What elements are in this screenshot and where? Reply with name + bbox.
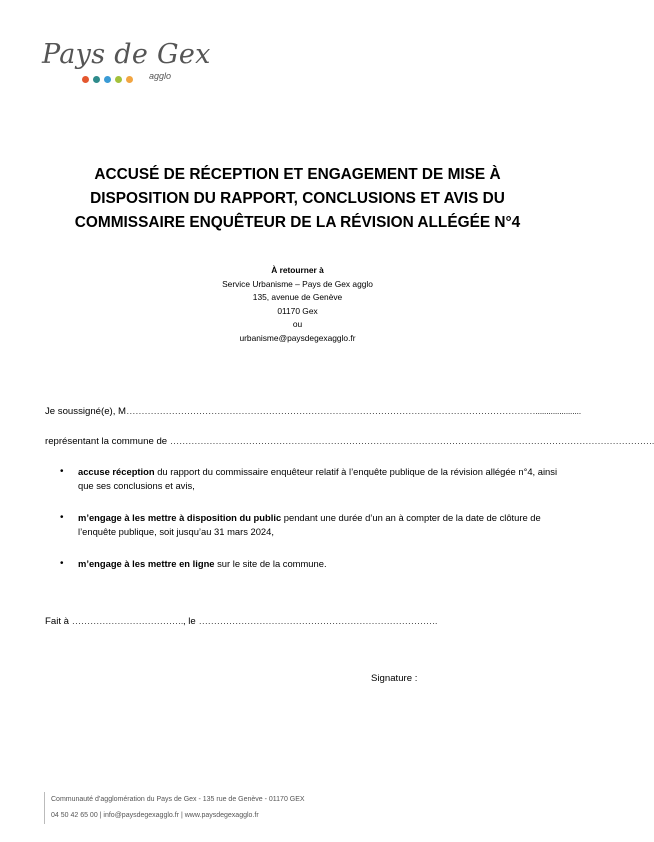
logo-sub-text: agglo <box>149 71 172 81</box>
place-fill[interactable]: ………………………………. <box>71 616 183 627</box>
logo-dot-2 <box>93 76 100 83</box>
return-city: 01170 Gex <box>277 305 318 316</box>
representing-line <box>45 436 654 447</box>
representing-label: représentant la commune de <box>45 436 170 447</box>
pays-de-gex-logo <box>42 39 211 88</box>
logo-dot-1 <box>82 76 89 83</box>
commune-fill[interactable]: ……………………………………………………………………………………………………………………………………………. <box>169 436 654 447</box>
return-service: Service Urbanisme – Pays de Gex agglo <box>222 278 373 289</box>
list-item <box>60 557 560 571</box>
signature-label: Signature : <box>371 673 418 684</box>
fait-a-label: Fait à <box>45 616 72 627</box>
logo-dot-3 <box>104 76 111 83</box>
bullet-mark: • <box>60 512 64 523</box>
bullet-mark: • <box>60 466 64 477</box>
undersigned-fill[interactable]: ………………………………………………………………………………………………………………………..................... <box>126 406 581 417</box>
bullet-text: pendant une durée d’un an à compter de la date de clôture de l’enquête publique, soit jusqu’au 31 mars 2024, <box>78 512 541 537</box>
footer-address: Communauté d’agglomération du Pays de Gex - 135 rue de Genève - 01170 GEX <box>51 796 305 803</box>
logo-main-text: Pays de Gex <box>42 39 211 70</box>
undersigned-label: Je soussigné(e), M <box>45 406 127 417</box>
return-email: urbanisme@paysdegexagglo.fr <box>239 332 356 343</box>
return-heading: À retourner à <box>271 265 324 275</box>
return-street: 135, avenue de Genève <box>252 292 343 302</box>
title-line-2: DISPOSITION DU RAPPORT, CONCLUSIONS ET AVIS DU <box>90 190 505 207</box>
title-line-3: COMMISSAIRE ENQUÊTEUR DE LA RÉVISION ALLÉGÉE N°4 <box>74 214 521 231</box>
bullet-mark: • <box>60 558 64 569</box>
document-title <box>40 163 555 235</box>
place-date-line <box>45 616 437 627</box>
list-item <box>60 465 560 493</box>
commitments-list <box>60 465 560 589</box>
footer <box>44 792 305 824</box>
title-line-1: ACCUSÉ DE RÉCEPTION ET ENGAGEMENT DE MISE À <box>94 166 501 183</box>
logo-dot-5 <box>126 76 133 83</box>
le-label: , le <box>182 616 199 627</box>
date-fill[interactable]: ……………………………………………………………………. <box>198 616 438 627</box>
return-or: ou <box>292 319 303 329</box>
bullet-text: sur le site de la commune. <box>214 558 327 569</box>
list-item <box>60 511 560 539</box>
footer-contact: 04 50 42 65 00 | info@paysdegexagglo.fr | www.paysdegexagglo.fr <box>51 812 259 819</box>
logo-dot-4 <box>115 76 122 83</box>
return-address-block <box>150 264 445 345</box>
bullet-bold: accuse réception <box>78 466 155 477</box>
undersigned-line <box>45 406 581 417</box>
bullet-text: du rapport du commissaire enquêteur relatif à l’enquête publique de la révision allégée n°4, ainsi que ses conclusions et avis, <box>78 466 558 491</box>
logo-dots <box>82 76 137 84</box>
bullet-bold: m’engage à les mettre à disposition du public <box>78 512 282 523</box>
bullet-bold: m’engage à les mettre en ligne <box>78 558 215 569</box>
